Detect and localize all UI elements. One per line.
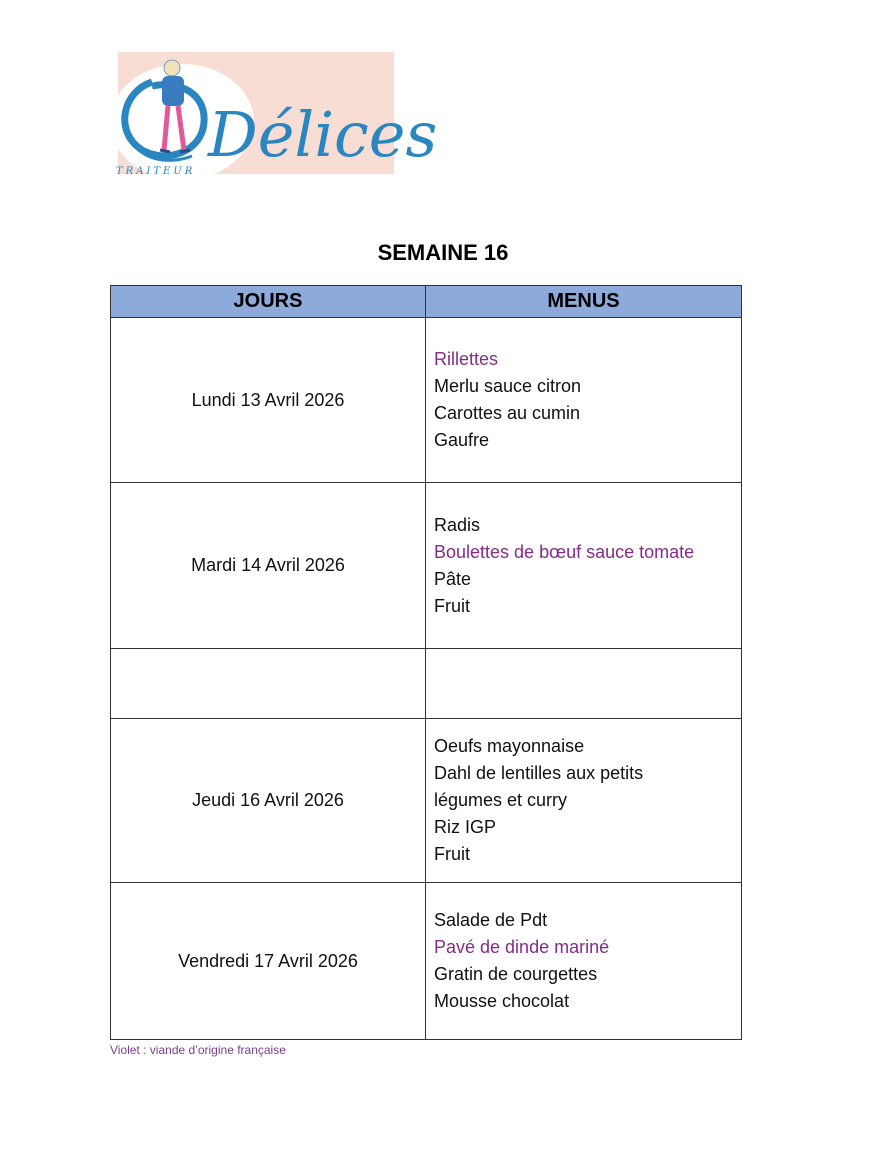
dish-item: Mousse chocolat xyxy=(434,991,570,1011)
page-title: SEMAINE 16 xyxy=(377,240,509,265)
dish-item: Gratin de courgettes xyxy=(434,964,598,984)
header-jours: JOURS xyxy=(111,286,426,318)
legend-note: Violet : viande d’origine française xyxy=(110,1043,286,1057)
day-cell: Lundi 13 Avril 2026 xyxy=(111,318,426,483)
dish-item: Fruit xyxy=(434,844,470,864)
dish-item: Radis xyxy=(434,514,481,535)
dish-item: Riz IGP xyxy=(434,817,497,837)
day-cell: Jeudi 16 Avril 2026 xyxy=(111,719,426,883)
dish-item: Gaufre xyxy=(434,430,490,450)
table-row-empty xyxy=(111,649,742,719)
dish-item: Boulettes de bœuf sauce tomate xyxy=(434,541,695,562)
menu-cell xyxy=(426,318,742,483)
day-cell: Vendredi 17 Avril 2026 xyxy=(111,883,426,1040)
dish-item: Carottes au cumin xyxy=(434,403,581,423)
dish-item: Salade de Pdt xyxy=(434,910,548,930)
menu-cell xyxy=(426,719,742,883)
table-row xyxy=(111,883,742,1040)
dish-item: Pâte xyxy=(434,568,472,589)
dish-item: légumes et curry xyxy=(434,790,568,810)
dish-item: Merlu sauce citron xyxy=(434,376,582,396)
header-menus: MENUS xyxy=(426,286,742,318)
logo-wordmark: Délices xyxy=(208,98,438,171)
dish-item: Oeufs mayonnaise xyxy=(434,736,585,756)
menu-cell xyxy=(426,483,742,649)
table-row xyxy=(111,483,742,649)
day-cell: Mardi 14 Avril 2026 xyxy=(111,483,426,649)
menu-cell xyxy=(426,883,742,1040)
table-row xyxy=(111,719,742,883)
day-cell xyxy=(111,649,426,719)
menu-cell xyxy=(426,649,742,719)
dish-item: Rillettes xyxy=(434,349,499,369)
delices-logo xyxy=(112,52,438,177)
dish-item: Pavé de dinde mariné xyxy=(434,937,610,957)
table-row xyxy=(111,318,742,483)
dish-item: Dahl de lentilles aux petits xyxy=(434,763,644,783)
logo-tagline: TRAITEUR xyxy=(116,166,196,177)
dish-item: Fruit xyxy=(434,595,470,616)
menu-table xyxy=(110,285,742,1040)
